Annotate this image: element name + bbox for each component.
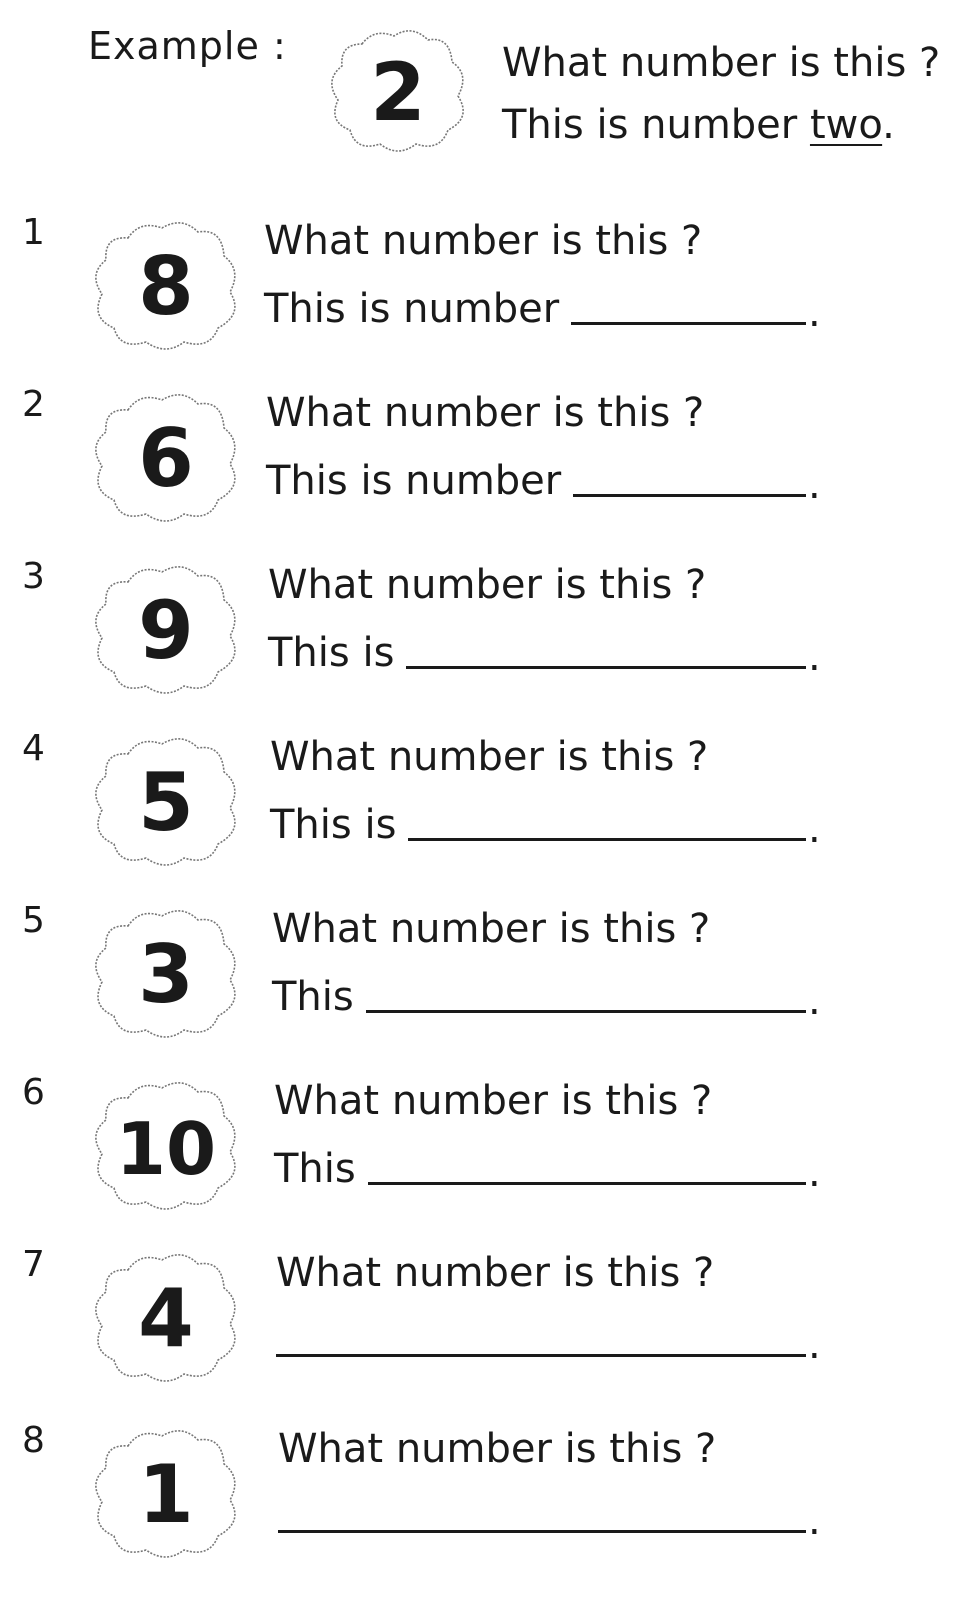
sentence-period: .: [808, 462, 821, 508]
answer-stem: This is: [270, 802, 397, 848]
number-cloud-badge: [86, 1074, 244, 1210]
question-text: What number is this ?: [272, 906, 711, 952]
answer-blank-line[interactable]: [368, 1182, 806, 1185]
cloud-digit: 3: [138, 928, 194, 1021]
cloud-digit: 8: [138, 240, 194, 333]
exercise-row: [0, 384, 960, 544]
cloud-digit: 1: [138, 1448, 194, 1541]
answer-stem: This: [274, 1146, 356, 1192]
answer-stem: This is number: [264, 286, 560, 332]
exercise-number: 7: [22, 1244, 45, 1285]
exercise-row: [0, 900, 960, 1060]
answer-blank-line[interactable]: [406, 666, 806, 669]
cloud-digit: 5: [138, 756, 194, 849]
exercise-row: [0, 728, 960, 888]
question-text: What number is this ?: [270, 734, 709, 780]
sentence-period: .: [808, 806, 821, 852]
question-text: What number is this ?: [264, 218, 703, 264]
cloud-digit: 6: [138, 412, 194, 505]
example-digit: 2: [370, 46, 426, 139]
answer-blank-line[interactable]: [278, 1530, 806, 1533]
number-cloud-badge: [86, 386, 244, 522]
question-text: What number is this ?: [276, 1250, 715, 1296]
answer-stem: This is: [268, 630, 395, 676]
number-cloud-badge: [86, 1246, 244, 1382]
question-text: What number is this ?: [266, 390, 705, 436]
example-answer: [502, 102, 895, 148]
sentence-period: .: [808, 634, 821, 680]
number-cloud-badge: [86, 214, 244, 350]
question-text: What number is this ?: [278, 1426, 717, 1472]
sentence-period: .: [808, 1498, 821, 1544]
example-cloud-badge: [322, 22, 472, 157]
number-cloud-badge: [86, 1422, 244, 1558]
answer-stem: This: [272, 974, 354, 1020]
answer-blank-line[interactable]: [366, 1010, 806, 1013]
number-cloud-badge: [86, 558, 244, 694]
exercise-row: [0, 212, 960, 372]
cloud-digit: 4: [138, 1272, 194, 1365]
example-answer-suffix: .: [882, 102, 895, 148]
exercise-row: [0, 1244, 960, 1404]
exercise-row: [0, 556, 960, 716]
sentence-period: .: [808, 978, 821, 1024]
example-question: What number is this ?: [502, 40, 941, 86]
exercise-number: 4: [22, 728, 45, 769]
answer-blank-line[interactable]: [571, 322, 806, 325]
exercise-number: 2: [22, 384, 45, 425]
answer-blank-line[interactable]: [573, 494, 806, 497]
exercise-number: 1: [22, 212, 45, 253]
exercise-number: 8: [22, 1420, 45, 1461]
example-answer-word: two: [809, 102, 883, 148]
exercise-row: [0, 1420, 960, 1580]
answer-stem: This is number: [266, 458, 562, 504]
number-cloud-badge: [86, 902, 244, 1038]
cloud-digit: 10: [115, 1107, 217, 1191]
exercise-row: [0, 1072, 960, 1232]
exercise-number: 6: [22, 1072, 45, 1113]
exercise-number: 3: [22, 556, 45, 597]
sentence-period: .: [808, 1150, 821, 1196]
number-cloud-badge: [86, 730, 244, 866]
sentence-period: .: [808, 290, 821, 336]
example-label: Example :: [88, 24, 287, 68]
answer-blank-line[interactable]: [276, 1354, 806, 1357]
question-text: What number is this ?: [274, 1078, 713, 1124]
example-answer-prefix: This is number: [502, 102, 810, 148]
exercise-number: 5: [22, 900, 45, 941]
cloud-digit: 9: [138, 584, 194, 677]
answer-blank-line[interactable]: [408, 838, 806, 841]
question-text: What number is this ?: [268, 562, 707, 608]
sentence-period: .: [808, 1322, 821, 1368]
